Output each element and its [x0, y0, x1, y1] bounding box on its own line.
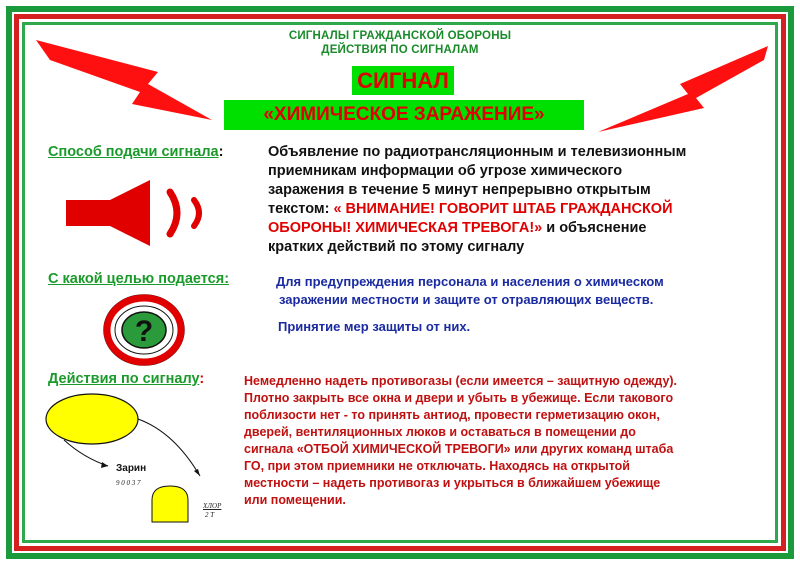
purpose-line2: заражении местности и защите от отравляющих веществ. — [279, 292, 654, 307]
method-heading: Способ подачи сигнала — [48, 144, 219, 160]
header-title-line1: СИГНАЛЫ ГРАЖДАНСКОЙ ОБОРОНЫ — [288, 30, 512, 42]
method-line6: кратких действий по этому сигналу — [268, 239, 525, 255]
method-line1: Объявление по радиотрансляционным и телевизионным — [268, 144, 687, 160]
method-line4 — [268, 200, 673, 219]
question-mark-icon — [102, 293, 186, 367]
purpose-line1: Для предупреждения персонала и населения о химическом — [276, 274, 664, 289]
actions-line8: или помещении. — [244, 493, 346, 507]
method-alert-text-2: ОБОРОНЫ! ХИМИЧЕСКАЯ ТРЕВОГА!» — [268, 220, 543, 236]
actions-line6: ГО, при этом приемники не отключать. Находясь на открытой — [244, 459, 630, 473]
signal-label-box: СИГНАЛ — [352, 66, 454, 95]
actions-line7: местности – надеть противогаз и укрыться в ближайшем убежище — [244, 476, 661, 490]
purpose-line3: Принятие мер защиты от них. — [278, 319, 471, 334]
chlor-sub: 2 Т — [205, 511, 215, 519]
actions-line2: Плотно закрыть все окна и двери и убыть в убежище. Если такового — [244, 391, 674, 405]
method-line5 — [268, 219, 646, 238]
zarin-label: Зарин — [116, 463, 147, 474]
method-line4-pre: текстом: — [268, 201, 334, 217]
svg-text:?: ? — [134, 315, 154, 348]
method-line3: заражения в течение 5 минут непрерывно открытым — [268, 182, 651, 198]
chlor-label: ХЛОР — [203, 502, 222, 510]
actions-colon: : — [199, 371, 205, 387]
actions-line5: сигнала «ОТБОЙ ХИМИЧЕСКОЙ ТРЕВОГИ» или других команд штаба — [244, 442, 674, 456]
actions-heading-wrap — [48, 370, 204, 389]
method-line2: приемникам информации об угрозе химического — [268, 163, 623, 179]
actions-line3: поблизости нет - то принять антиод, провести герметизацию окон, — [244, 408, 660, 422]
actions-line4: дверей, вентиляционных люков и оставаться в помещении до — [244, 425, 636, 439]
signal-name-box: «ХИМИЧЕСКОЕ ЗАРАЖЕНИЕ» — [224, 100, 584, 130]
loudspeaker-icon — [62, 178, 222, 248]
method-alert-text-1: « ВНИМАНИЕ! ГОВОРИТ ШТАБ ГРАЖДАНСКОЙ — [333, 201, 673, 217]
actions-heading: Действия по сигналу — [48, 371, 200, 387]
header-title-line2: ДЕЙСТВИЯ ПО СИГНАЛАМ — [321, 44, 479, 56]
purpose-heading: С какой целью подается: — [48, 271, 230, 287]
actions-line1: Немедленно надеть противогазы (если имеется – защитную одежду). — [244, 374, 678, 388]
zarin-digits: 9 0 0 3 7 — [116, 479, 141, 487]
method-heading-wrap — [48, 143, 223, 162]
method-line5-post: и объяснение — [542, 220, 647, 236]
method-colon: : — [218, 144, 224, 160]
